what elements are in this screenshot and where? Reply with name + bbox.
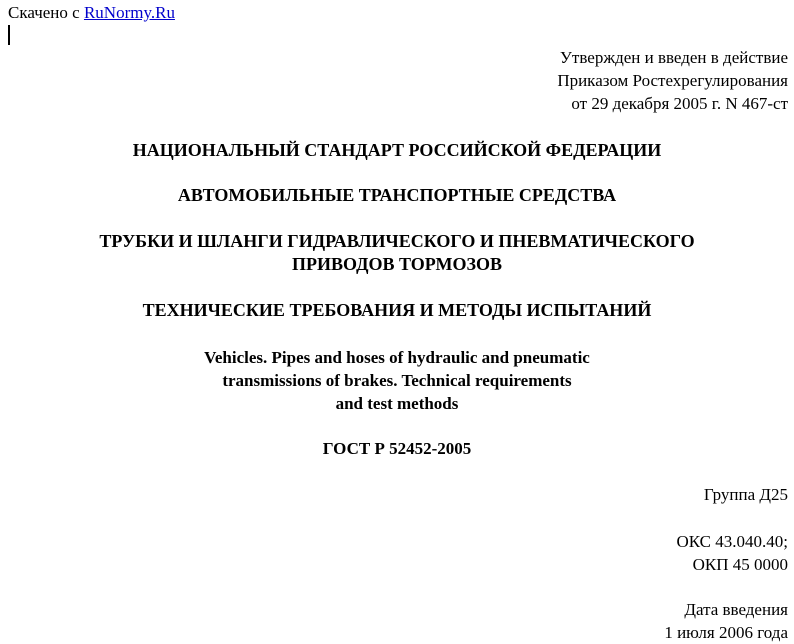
english-title-line-2: transmissions of brakes. Technical requirements [222,371,572,390]
introduction-date-block [664,598,788,644]
national-standard-heading [0,139,794,162]
classification-codes [676,530,788,576]
english-title-line-1: Vehicles. Pipes and hoses of hydraulic and pneumatic [204,348,590,367]
vehicles-text: АВТОМОБИЛЬНЫЕ ТРАНСПОРТНЫЕ СРЕДСТВА [177,185,617,205]
tech-requirements-text: ТЕХНИЧЕСКИЕ ТРЕБОВАНИЯ И МЕТОДЫ ИСПЫТАНИЙ [142,300,652,320]
group-block [704,483,788,506]
gost-designation [0,437,794,460]
pipes-line-2: ПРИВОДОВ ТОРМОЗОВ [292,254,502,274]
introduction-date-value: 1 июля 2006 года [664,623,788,642]
runormy-link[interactable]: RuNormy.Ru [83,3,175,22]
pipes-line-1: ТРУБКИ И ШЛАНГИ ГИДРАВЛИЧЕСКОГО И ПНЕВМАТИЧЕСКОГО [99,231,695,251]
group-code: Группа Д25 [703,485,788,504]
tech-requirements-heading [0,299,794,322]
approval-block [557,46,788,115]
english-title-line-3: and test methods [335,394,459,413]
introduction-date-label: Дата введения [684,600,788,619]
approval-line-3: от 29 декабря 2005 г. N 467-ст [571,94,788,113]
text-cursor [8,25,10,45]
english-title [0,346,794,415]
pipes-heading [0,230,794,276]
national-standard-text: НАЦИОНАЛЬНЫЙ СТАНДАРТ РОССИЙСКОЙ ФЕДЕРАЦИИ [132,140,662,160]
download-source-prefix: Скачено с [8,3,80,22]
download-source-line [8,3,175,23]
okp-code: ОКП 45 0000 [692,555,788,574]
approval-line-2: Приказом Ростехрегулирования [557,71,788,90]
oks-code: ОКС 43.040.40; [676,532,788,551]
approval-line-1: Утвержден и введен в действие [559,48,788,67]
vehicles-heading [0,184,794,207]
gost-number: ГОСТ Р 52452-2005 [322,439,472,458]
